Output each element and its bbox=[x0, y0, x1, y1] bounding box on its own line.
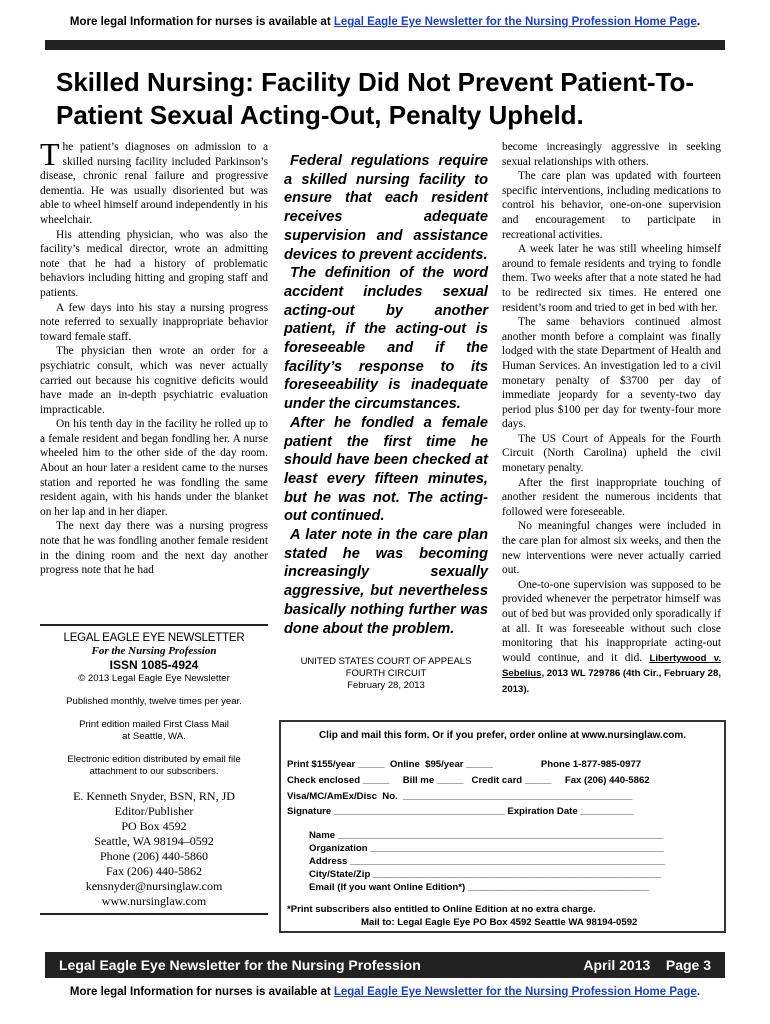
signature-field[interactable]: Signature ________________________________ Expiration Date __________ bbox=[287, 806, 634, 817]
paragraph: After the first inappropriate touching of another resident the numerous incidents that followed were foreseeable. bbox=[502, 476, 721, 518]
paragraph: The next day there was a nursing progress note that he was fondling another female resident in the dining room and the next day another progress note that he had bbox=[40, 520, 268, 577]
organization-field[interactable]: Organization _______________________________________________________ bbox=[309, 843, 664, 854]
top-banner bbox=[0, 16, 770, 28]
banner-prefix: More legal Information for nurses is available at bbox=[69, 16, 334, 28]
top-rule bbox=[45, 40, 725, 50]
address-field[interactable]: Address ___________________________________________________________ bbox=[309, 856, 665, 867]
banner-suffix: . bbox=[696, 16, 701, 28]
masthead-email-line: Electronic edition distributed by email file bbox=[67, 754, 241, 765]
article-column-1 bbox=[40, 136, 268, 578]
card-number-field[interactable]: Visa/MC/AmEx/Disc No. ___________________________________________ bbox=[287, 791, 633, 802]
paragraph: The same behaviors continued almost another month before a complaint was finally lodged with the state Department of Health and Human Services. An investigation led to a civil monetary penalty of $3700 per day of immediate jeopardy for a seventy-two day period plus $100 per day for twenty-four more days. bbox=[502, 316, 721, 431]
footer-date-page: April 2013 Page 3 bbox=[583, 957, 711, 973]
pull-quote-paragraph: A later note in the care plan stated he was becoming increasingly sexually aggressive, but nevertheless basically nothing further was done about the problem. bbox=[284, 527, 488, 637]
court-name: UNITED STATES COURT OF APPEALS bbox=[300, 656, 472, 667]
footer-title: Legal Eagle Eye Newsletter for the Nursing Profession bbox=[59, 957, 421, 973]
paragraph: A week later he was still wheeling himself around to female residents and trying to fondle them. Two weeks after that a note stated he had to be redirected six times. He entered one resident’s room and tried to get in bed with her. bbox=[502, 243, 721, 314]
paragraph: A few days into his stay a nursing progress note referred to sexually inappropriate behavior toward female staff. bbox=[40, 301, 268, 343]
form-note: *Print subscribers also entitled to Online Edition at no extra charge. bbox=[287, 904, 596, 915]
masthead-issn: ISSN 1085-4924 bbox=[109, 658, 199, 672]
online-email-field[interactable]: Email (If you want Online Edition*) __________________________________ bbox=[309, 882, 650, 893]
form-header: Clip and mail this form. Or if you prefer, order online at www.nursinglaw.com. bbox=[318, 730, 687, 741]
paragraph: No meaningful changes were included in the care plan for almost six weeks, and then the new interventions were never actually carried out. bbox=[502, 520, 721, 577]
court-info bbox=[284, 656, 488, 692]
masthead-name: LEGAL EAGLE EYE NEWSLETTER bbox=[63, 632, 245, 644]
masthead bbox=[40, 624, 268, 915]
bottom-banner bbox=[0, 986, 770, 998]
website-link[interactable]: www.nursinglaw.com bbox=[101, 894, 207, 908]
article-title: Skilled Nursing: Facility Did Not Prevent Patient-To-Patient Sexual Acting-Out, Penalty Upheld. bbox=[56, 67, 695, 130]
name-field[interactable]: Name _____________________________________________________________ bbox=[309, 830, 664, 841]
masthead-email-line: attachment to our subscribers. bbox=[89, 766, 219, 777]
masthead-published: Published monthly, twelve times per year. bbox=[66, 696, 242, 707]
banner-suffix: . bbox=[696, 986, 701, 998]
masthead-print-line: at Seattle, WA. bbox=[122, 731, 186, 742]
payment-options[interactable]: Check enclosed _____ Bill me _____ Credit card _____ Fax (206) 440-5862 bbox=[287, 775, 650, 786]
footer-bar bbox=[45, 952, 725, 978]
masthead-print-line: Print edition mailed First Class Mail bbox=[79, 719, 229, 730]
city-state-zip-field[interactable]: City/State/Zip ______________________________________________________ bbox=[309, 869, 662, 880]
paragraph: The physician then wrote an order for a psychiatric consult, which was never actually carried out because his cognitive deficits would have made an in-depth psychiatric evaluation impracticable. bbox=[40, 345, 268, 416]
case-citation: Libertywood v. Sebelius, 2013 WL 729786 (4th Cir., February 28, 2013). bbox=[502, 652, 721, 695]
price-options[interactable]: Print $155/year _____ Online $95/year _____ Phone 1-877-985-0977 bbox=[287, 759, 642, 770]
editor-title: Editor/Publisher bbox=[114, 804, 194, 818]
home-page-link[interactable]: Legal Eagle Eye Newsletter for the Nursing Profession Home Page bbox=[333, 986, 697, 998]
paragraph: become increasingly aggressive in seeking sexual relationships with others. bbox=[502, 141, 721, 168]
paragraph: On his tenth day in the facility he rolled up to a female resident and began fondling her. A nurse wheeled him to the other side of the day room. About an hour later a resident came to the nurses station and reported he was fondling the same resident again, with his hands under the blanket on her lap and in her diaper. bbox=[40, 418, 268, 518]
fax: Fax (206) 440-5862 bbox=[106, 864, 202, 878]
pull-quote-paragraph: Federal regulations require a skilled nursing facility to ensure that each resident receives adequate supervision and assistance devices to prevent accidents. bbox=[284, 153, 488, 263]
masthead-copyright: © 2013 Legal Eagle Eye Newsletter bbox=[78, 673, 230, 684]
city-zip: Seattle, WA 98194–0592 bbox=[94, 834, 214, 848]
pull-quote-paragraph: The definition of the word accident includes sexual acting-out by another patient, if the acting-out is foreseeable and if the facility’s response to its foreseeability is inadequate under the circumstances. bbox=[284, 265, 488, 413]
court-date: February 28, 2013 bbox=[347, 680, 425, 691]
article-column-3 bbox=[502, 140, 721, 698]
paragraph: The care plan was updated with fourteen specific interventions, including medications to control his behavior, one-on-one supervision and encouragement to participate in recreational activities. bbox=[502, 170, 721, 241]
last-paragraph: One-to-one supervision was supposed to be provided whenever the perpetrator himself was out of bed but was provided only sporadically if at all. It was foreseeable without such close monitoring that his inappropriate acting-out would continue, and it did. Libertywood v. Sebelius, 2013 WL 729786 (4th Cir., February 28, 2013). bbox=[502, 578, 721, 695]
po-box: PO Box 4592 bbox=[121, 819, 187, 833]
home-page-link[interactable]: Legal Eagle Eye Newsletter for the Nursing Profession Home Page bbox=[333, 16, 697, 28]
phone: Phone (206) 440-5860 bbox=[100, 849, 208, 863]
banner-prefix: More legal Information for nurses is available at bbox=[69, 986, 334, 998]
court-circuit: FOURTH CIRCUIT bbox=[345, 668, 427, 679]
mail-to: Mail to: Legal Eagle Eye PO Box 4592 Seattle WA 98194-0592 bbox=[361, 917, 638, 928]
editor-name: E. Kenneth Snyder, BSN, RN, JD bbox=[73, 789, 235, 803]
email-link[interactable]: kensnyder@nursinglaw.com bbox=[85, 879, 223, 893]
order-form bbox=[279, 720, 726, 933]
pull-quote-paragraph: After he fondled a female patient the first time he should have been checked at least every fifteen minutes, but he was not. The acting-out continued. bbox=[284, 414, 488, 525]
masthead-subtitle: For the Nursing Profession bbox=[91, 645, 217, 657]
drop-cap: T bbox=[40, 136, 60, 172]
first-paragraph: The patient’s diagnoses on admission to a skilled nursing facility included Parkinson’s disease, chronic renal failure and progressive dementia. He was usually disoriented but was able to wheel himself around independently in his wheelchair. bbox=[40, 136, 268, 226]
pull-quote bbox=[284, 152, 488, 638]
paragraph: The US Court of Appeals for the Fourth Circuit (North Carolina) upheld the civil monetary penalty. bbox=[502, 432, 721, 475]
paragraph: His attending physician, who was also the facility’s medical director, wrote an admitting note that he had a history of problematic behaviors including hitting and groping staff and patients. bbox=[40, 228, 268, 299]
